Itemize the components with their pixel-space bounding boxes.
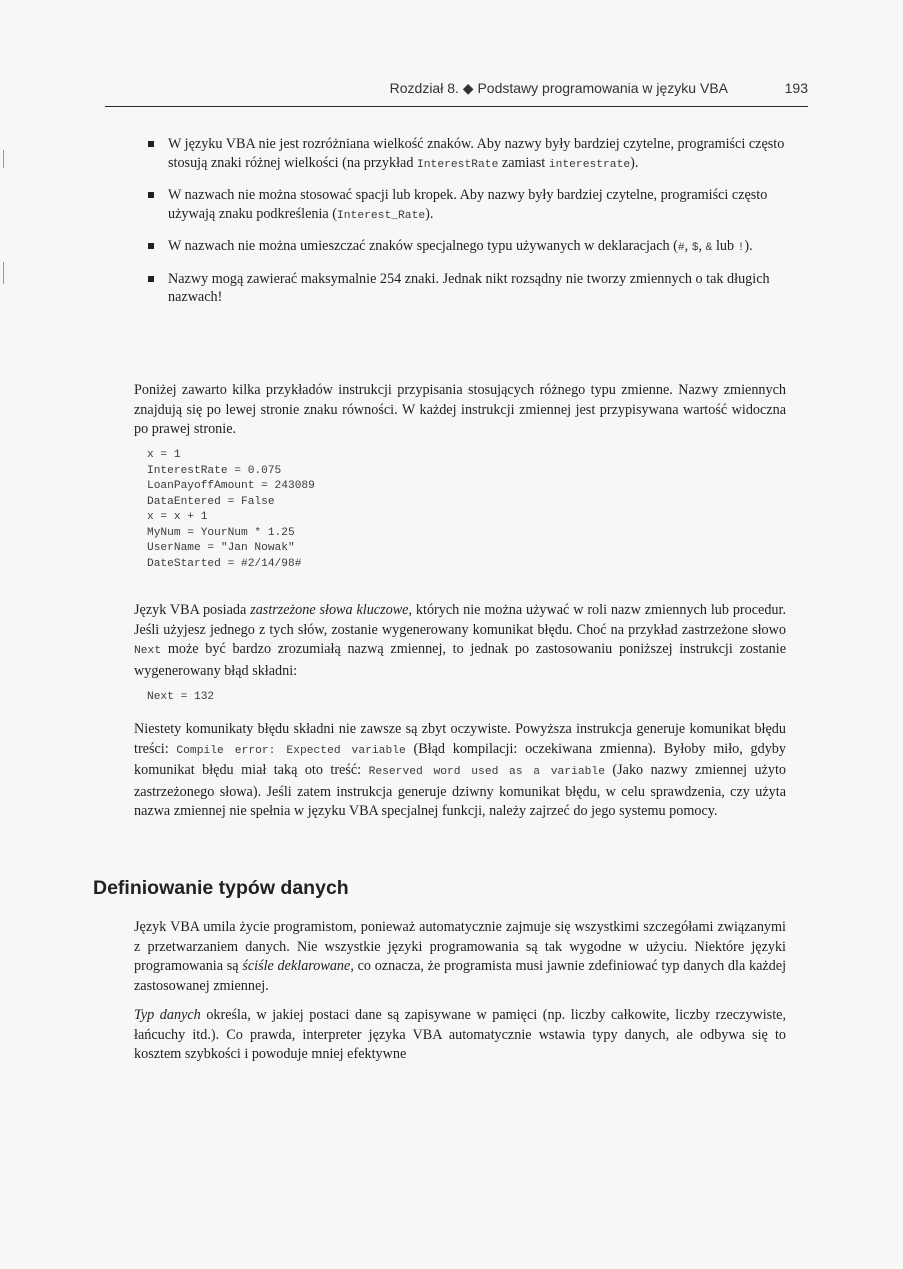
code-line: DateStarted = #2/14/98#	[147, 557, 302, 570]
inline-code: Interest_Rate	[337, 209, 426, 222]
inline-code: Next	[134, 645, 162, 658]
scan-edge-mark	[3, 150, 4, 168]
list-item: Nazwy mogą zawierać maksymalnie 254 znaki. Jednak nikt rozsądny nie tworzy zmiennych o tak długich nazwach!	[147, 270, 787, 307]
section-heading: Definiowanie typów danych	[93, 877, 349, 899]
page-header	[105, 76, 808, 107]
scan-edge-mark	[3, 262, 4, 284]
bullet-square-icon	[148, 141, 154, 147]
code-line: x = 1	[147, 449, 181, 461]
paragraph-reserved-words: Język VBA posiada zastrzeżone słowa kluczowe, których nie można używać w roli nazw zmiennych lub procedur. Jeśli użyjesz jednego z tych słów, zostanie wygenerowany komunikat błędu. Choć na przykład zastrzeżone słowo Next może być bardzo zrozumiałą nazwą zmiennej, to jednak po zastosowaniu poniższej instrukcji zostanie wygenerowany błąd składni:	[134, 602, 787, 679]
paragraph-intro: Poniżej zawarto kilka przykładów instrukcji przypisania stosujących różnego typu zmienne. Nazwy zmiennych znajdują się po lewej stronie znaku równości. W każdej instrukcji zmiennej jest przypisywana wartość widoczna po prawej stronie.	[134, 382, 786, 438]
inline-code: !	[737, 242, 745, 254]
list-item: W języku VBA nie jest rozróżniana wielkość znaków. Aby nazwy były bardziej czytelne, programiści często stosują znaki różnej wielkości (na przykład InterestRate zamiast interestrate).	[147, 135, 787, 174]
code-line: DataEntered = False	[147, 495, 275, 508]
paragraph-data-type-definition: Typ danych określa, w jakiej postaci dane są zapisywane w pamięci (np. liczby całkowite, liczby rzeczywiste, łańcuchy itd.). Co prawda, interpreter języka VBA automatycznie wstawia typy danych, ale odbywa się to kosztem szybkości i powoduje mniej efektywne	[134, 1007, 786, 1063]
code-line: x = x + 1	[147, 511, 208, 523]
list-item: W nazwach nie można umieszczać znaków specjalnego typu używanych w deklaracjach (#, $, & lub !).	[147, 237, 787, 258]
paragraph-syntax-errors: Niestety komunikaty błędu składni nie zawsze są zbyt oczywiste. Powyższa instrukcja generuje komunikat błędu treści: Compile error: Expected variable (Błąd kompilacji: oczekiwana zmienna). Byłoby miło, gdyby komunikat błędu miał taką oto treść: Reserved word used as a variable (Jako nazwy zmiennej użyto zastrzeżonego słowa). Jeśli zatem instrukcja generuje dziwny komunikat błędu, w celu sprawdzenia, czy użyta nazwa zmiennej nie spełnia w języku VBA specjalnej funkcji, należy zajrzeć do jego systemu pomocy.	[134, 721, 787, 820]
inline-code: $	[691, 242, 699, 254]
paragraph-data-types-intro: Język VBA umila życie programistom, ponieważ automatycznie zajmuje się wszystkimi szczegółami związanymi z przetwarzaniem danych. Nie wszystkie języki programowania są tak wygodne w użyciu. Niektóre języki programowania są ściśle deklarowane, co oznacza, że programista musi jawnie zdefiniować typ danych dla każdej zastosowanej zmiennej.	[134, 919, 787, 994]
inline-code: &	[705, 242, 713, 254]
inline-code: #	[677, 242, 685, 254]
code-line: Next = 132	[147, 691, 215, 703]
inline-code: InterestRate	[417, 158, 499, 171]
bullet-square-icon	[148, 276, 154, 282]
code-block	[147, 448, 315, 572]
inline-code: interestrate	[548, 158, 631, 171]
inline-code: Reserved word used as a variable	[368, 766, 605, 779]
code-line: InterestRate = 0.075	[147, 464, 282, 477]
page-number: 193	[784, 80, 808, 96]
bullet-square-icon	[148, 192, 154, 198]
bullet-list	[147, 135, 787, 319]
list-item: W nazwach nie można stosować spacji lub kropek. Aby nazwy były bardziej czytelne, programiści często używają znaku podkreślenia (Interest_Rate).	[147, 186, 787, 225]
bullet-square-icon	[148, 243, 154, 249]
code-block	[147, 690, 214, 706]
code-line: UserName = "Jan Nowak"	[147, 542, 295, 554]
code-line: MyNum = YourNum * 1.25	[147, 526, 295, 539]
inline-code: Compile error: Expected variable	[176, 744, 406, 757]
code-line: LoanPayoffAmount = 243089	[147, 480, 315, 492]
running-title: Rozdział 8. ◆ Podstawy programowania w języku VBA	[389, 80, 728, 96]
